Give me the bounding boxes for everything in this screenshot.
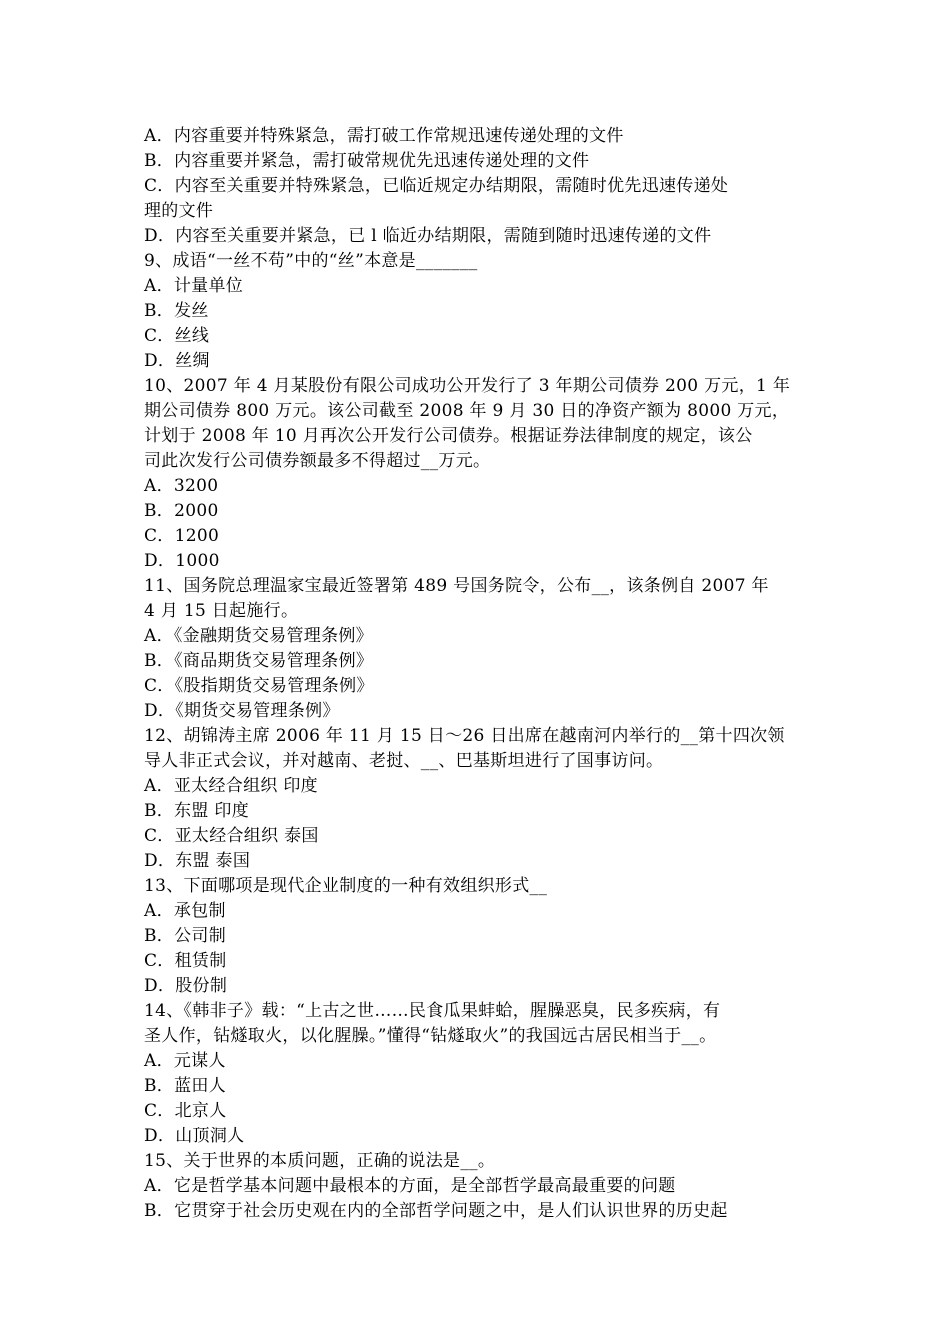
option-line: A．亚太经合组织 印度 [144, 776, 318, 796]
option-line: B．公司制 [144, 926, 226, 946]
question-14-stem: 14、《韩非子》载：“上古之世……民食瓜果蚌蛤，腥臊恶臭，民多疾病，有 [144, 1001, 721, 1021]
question-9-stem: 9、成语“一丝不苟”中的“丝”本意是_______ [144, 251, 478, 271]
option-line: C．北京人 [144, 1101, 227, 1121]
text-line: C．内容至关重要并特殊紧急，已临近规定办结期限，需随时优先迅速传递处 [144, 176, 729, 196]
question-10-stem: 期公司债券 800 万元。该公司截至 2008 年 9 月 30 日的净资产额为 8000 万元， [144, 401, 790, 421]
option-line: B．东盟 印度 [144, 801, 249, 821]
option-line: B．蓝田人 [144, 1076, 226, 1096]
option-line: B．《商品期货交易管理条例》 [144, 651, 374, 671]
question-12-stem: 导人非正式会议，并对越南、老挝、__、巴基斯坦进行了国事访问。 [144, 751, 664, 771]
option-line: D．《期货交易管理条例》 [144, 701, 340, 721]
option-line: C．1200 [144, 526, 220, 546]
option-line: B．它贯穿于社会历史观在内的全部哲学问题之中，是人们认识世界的历史起 [144, 1201, 728, 1221]
option-line: D．山顶洞人 [144, 1126, 245, 1146]
text-line: D．内容至关重要并紧急，已 l 临近办结期限，需随到随时迅速传递的文件 [144, 226, 712, 246]
option-line: A．它是哲学基本问题中最根本的方面，是全部哲学最高最重要的问题 [144, 1176, 676, 1196]
option-line: B．2000 [144, 501, 219, 521]
question-12-stem: 12、胡锦涛主席 2006 年 11 月 15 日～26 日出席在越南河内举行的__第十四次领 [144, 726, 785, 746]
option-line: A．元谋人 [144, 1051, 226, 1071]
question-13-stem: 13、下面哪项是现代企业制度的一种有效组织形式__ [144, 876, 548, 896]
option-line: D．丝绸 [144, 351, 210, 371]
question-10-stem: 司此次发行公司债券额最多不得超过__万元。 [144, 451, 491, 471]
option-line: D．东盟 泰国 [144, 851, 251, 871]
option-line: A．3200 [144, 476, 219, 496]
question-10-stem: 10、2007 年 4 月某股份有限公司成功公开发行了 3 年期公司债券 200 万元，1 年 [144, 376, 791, 396]
option-line: A．计量单位 [144, 276, 244, 296]
question-11-stem: 11、国务院总理温家宝最近签署第 489 号国务院令，公布__，该条例自 2007 年 [144, 576, 769, 596]
document-page [144, 124, 808, 1224]
option-line: C．丝线 [144, 326, 210, 346]
option-line: D．股份制 [144, 976, 228, 996]
question-10-stem: 计划于 2008 年 10 月再次公开发行公司债券。根据证券法律制度的规定，该公 [144, 426, 753, 446]
text-line: B．内容重要并紧急，需打破常规优先迅速传递处理的文件 [144, 151, 590, 171]
question-14-stem: 圣人作，钻燧取火，以化腥臊。”懂得“钻燧取火”的我国远古居民相当于__。 [144, 1026, 717, 1046]
question-11-stem: 4 月 15 日起施行。 [144, 601, 299, 621]
question-15-stem: 15、关于世界的本质问题，正确的说法是__。 [144, 1151, 496, 1171]
text-line: A．内容重要并特殊紧急，需打破工作常规迅速传递处理的文件 [144, 126, 624, 146]
text-line: 理的文件 [144, 201, 214, 221]
option-line: D．1000 [144, 551, 220, 571]
option-line: B．发丝 [144, 301, 209, 321]
option-line: C．《股指期货交易管理条例》 [144, 676, 374, 696]
option-line: C．亚太经合组织 泰国 [144, 826, 319, 846]
option-line: A．《金融期货交易管理条例》 [144, 626, 373, 646]
option-line: A．承包制 [144, 901, 226, 921]
option-line: C．租赁制 [144, 951, 227, 971]
